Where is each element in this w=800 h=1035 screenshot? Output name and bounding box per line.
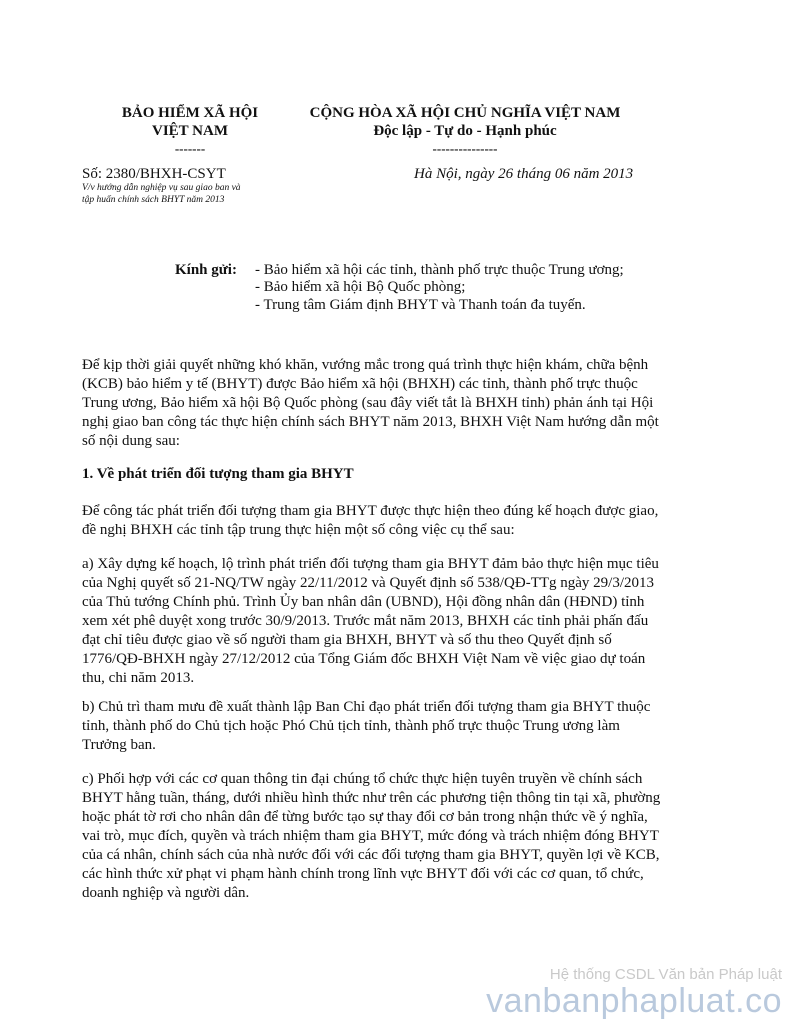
paragraph-line: BHYT hằng tuần, tháng, dưới nhiều hình thức như trên các phương tiện thông tin tại xã, phường	[82, 790, 661, 806]
paragraph-line: b) Chủ trì tham mưu đề xuất thành lập Ban Chỉ đạo phát triển đối tượng tham gia BHYT thuộc	[82, 699, 651, 715]
paragraph-line: các hình thức xử phạt vi phạm hành chính trong lĩnh vực BHYT đối với các cơ quan, tổ chức,	[82, 866, 644, 882]
paragraph-line: (KCB) bảo hiểm y tế (BHYT) được Bảo hiểm xã hội (BHXH) các tỉnh, thành phố trực thuộc	[82, 376, 638, 392]
paragraph-line: c) Phối hợp với các cơ quan thông tin đại chúng tổ chức thực hiện tuyên truyền về chính sách	[82, 771, 643, 787]
country-motto: Độc lập - Tự do - Hạnh phúc	[373, 123, 557, 139]
paragraph-line: doanh nghiệp và người dân.	[82, 885, 250, 901]
item-b-paragraph	[82, 698, 722, 755]
paragraph-line: của Nghị quyết số 21-NQ/TW ngày 22/11/2012 và Quyết định số 538/QĐ-TTg ngày 29/3/2013	[82, 575, 655, 591]
watermark-caption: Hệ thống CSDL Văn bản Pháp luật	[549, 966, 782, 983]
paragraph-line: 1776/QĐ-BHXH ngày 27/12/2012 của Tổng Giám đốc BHXH Việt Nam về việc giao dự toán	[82, 651, 646, 667]
paragraph-line: xem xét phê duyệt xong trước 30/9/2013. Trước mắt năm 2013, BHXH các tỉnh phải phấn đấu	[82, 613, 649, 629]
paragraph-line: tỉnh, thành phố do Chủ tịch hoặc Phó Chủ tịch tỉnh, thành phố trực thuộc Trung ương làm	[82, 718, 620, 734]
watermark-site: vanbanphapluat.co	[486, 982, 782, 1020]
paragraph-line: vai trò, mục đích, quyền và trách nhiệm tham gia BHYT, mức đóng và trách nhiệm đóng BHYT	[82, 828, 659, 844]
paragraph-line: nghị giao ban công tác thực hiện chính sách BHYT năm 2013, BHXH Việt Nam hướng dẫn một	[82, 414, 659, 430]
paragraph-line: Trung ương, Bảo hiểm xã hội Bộ Quốc phòng (sau đây viết tắt là BHXH tỉnh) phản ánh tại Hội	[82, 395, 654, 411]
paragraph-line: số nội dung sau:	[82, 433, 180, 449]
item-c-paragraph	[82, 770, 722, 903]
recipients-label: Kính gửi:	[175, 262, 237, 278]
paragraph-line: Để kịp thời giải quyết những khó khăn, vướng mắc trong quá trình thực hiện khám, chữa bệnh	[82, 357, 649, 373]
recipient-item: - Trung tâm Giám định BHYT và Thanh toán đa tuyến.	[255, 297, 586, 313]
country-rule: ---------------	[432, 141, 498, 156]
agency-name: BẢO HIỂM XÃ HỘI	[121, 105, 259, 121]
recipient-item: - Bảo hiểm xã hội Bộ Quốc phòng;	[255, 279, 466, 295]
intro-paragraph	[82, 356, 722, 451]
paragraph-line: a) Xây dựng kế hoạch, lộ trình phát triển đối tượng tham gia BHYT đảm bảo thực hiện mục tiêu	[82, 556, 659, 572]
recipient-item: - Bảo hiểm xã hội các tỉnh, thành phố trực thuộc Trung ương;	[255, 262, 624, 278]
document-number: Số: 2380/BHXH-CSYT	[82, 166, 226, 182]
section-intro-paragraph	[82, 502, 722, 540]
paragraph-line: Để công tác phát triển đối tượng tham gia BHYT được thực hiện theo đúng kế hoạch được giao,	[82, 503, 659, 519]
paragraph-line: của cá nhân, chính sách của nhà nước đối với các đối tượng tham gia BHYT, quyền lợi về KCB,	[82, 847, 660, 863]
paragraph-line: thu, chi năm 2013.	[82, 670, 195, 686]
agency-country: VIỆT NAM	[152, 123, 228, 139]
item-a-paragraph	[82, 555, 722, 688]
paragraph-line: đề nghị BHXH các tỉnh tập trung thực hiện một số công việc cụ thể sau:	[82, 522, 515, 538]
paragraph-line: của Thủ tướng Chính phủ. Trình Ủy ban nhân dân (UBND), Hội đồng nhân dân (HĐND) tỉnh	[82, 594, 645, 610]
paragraph-line: Trưởng ban.	[82, 737, 156, 753]
paragraph-line: hoặc phát tờ rơi cho nhân dân để từng bước tạo sự thay đổi cơ bản trong nhận thức về ý nghĩa,	[82, 809, 648, 825]
agency-rule: -------	[174, 141, 206, 156]
country-name: CỘNG HÒA XÃ HỘI CHỦ NGHĨA VIỆT NAM	[309, 105, 621, 121]
subject-line: tập huấn chính sách BHYT năm 2013	[82, 195, 225, 205]
place-date: Hà Nội, ngày 26 tháng 06 năm 2013	[414, 166, 634, 182]
section-heading: 1. Về phát triển đối tượng tham gia BHYT	[82, 466, 354, 482]
subject-line: V/v hướng dẫn nghiệp vụ sau giao ban và	[82, 183, 241, 193]
paragraph-line: đạt chỉ tiêu được giao về số người tham gia BHXH, BHYT và số thu theo Quyết định số	[82, 632, 612, 648]
